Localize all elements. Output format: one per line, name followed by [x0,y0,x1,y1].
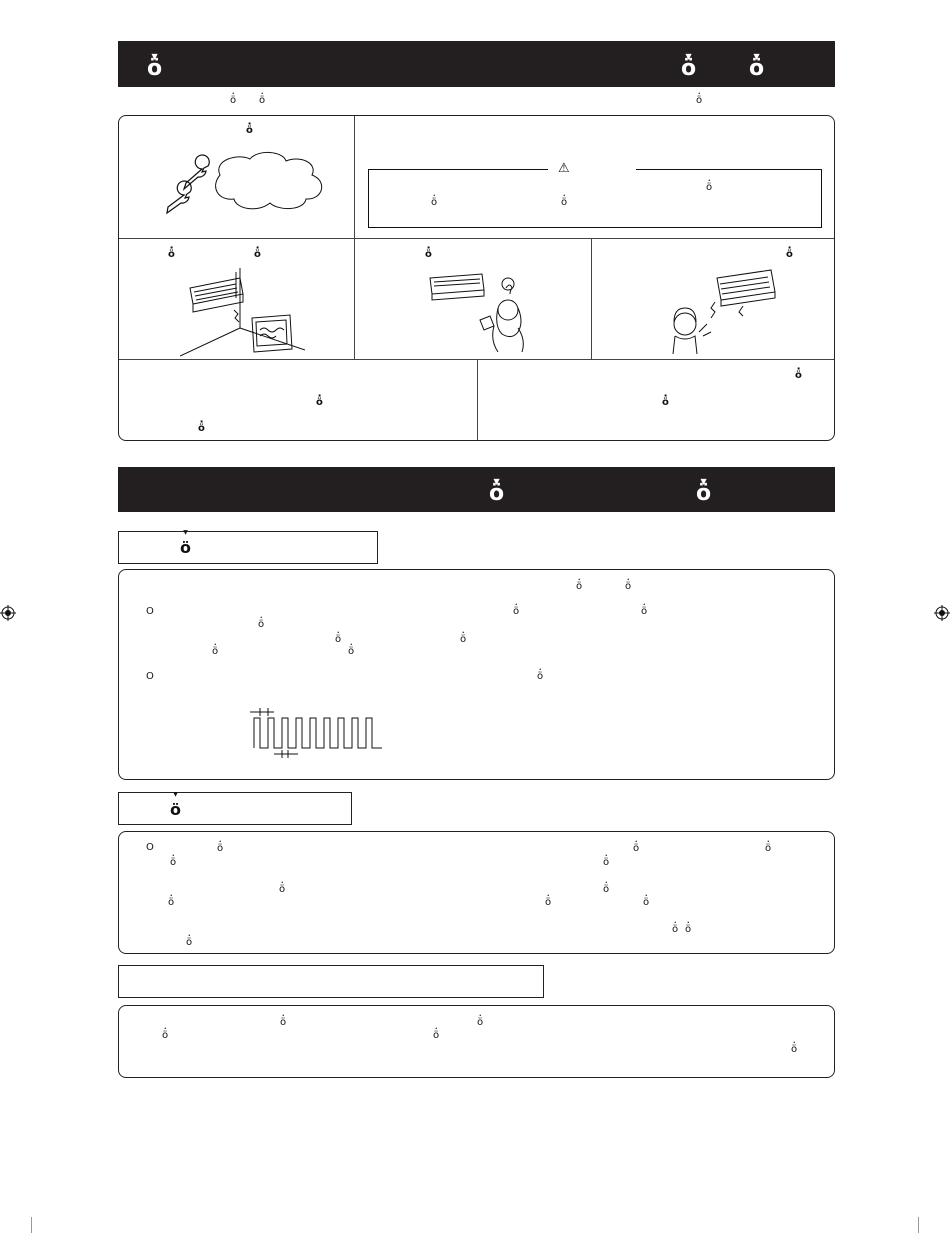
text-mark: · ö [672,925,678,935]
text-mark: · ö [348,647,354,657]
cell-mark: · ö [168,250,175,260]
text-mark: · ö [643,898,649,908]
registration-mark-right [934,605,950,621]
header-mark-right-2: ▼ ö [749,58,764,80]
sub2-tab [118,792,352,825]
aircon-child-illustration [665,262,780,357]
text-mark: · ö [280,1018,286,1028]
panel1-divider [477,360,478,440]
text-mark: · ö [765,844,771,854]
intro-mark: · ö [230,96,236,106]
warning-mark: · ö [561,198,567,208]
aircon-remote-woman-illustration [428,270,528,352]
header-mark-left: ▼ ö [147,58,162,80]
sub1-tab [118,531,378,564]
warning-mark: · ö [431,198,437,208]
panel1-divider [119,238,834,239]
panel1-divider [591,239,592,359]
text-mark: · ö [685,925,691,935]
text-mark: · ö [537,672,543,682]
text-mark: · ö [212,647,218,657]
sub3-panel [118,1005,835,1078]
text-mark: · ö [217,844,223,854]
text-mark: · ö [460,635,466,645]
cell-mark: · ö [254,250,261,260]
text-mark: · ö [168,898,174,908]
text-mark: · ö [603,885,609,895]
bullet: O [146,842,154,853]
text-mark: · ö [170,858,176,868]
header-mark: ▼ ö [696,483,711,505]
intro-mark: · ö [696,96,702,106]
tab-mark: ▼ ö [170,800,181,819]
tab-mark: ▼ ö [180,538,191,557]
text-mark: · ö [791,1045,797,1055]
bullet: O [146,606,154,617]
section2-header-bar [118,467,835,512]
sub2-panel [118,831,835,954]
registration-mark-left [0,605,16,621]
text-mark: · ö [641,607,647,617]
text-mark: · ö [279,885,285,895]
warning-mark: · ö [706,183,712,193]
sub3-tab [118,965,544,998]
cell-mark: · ö [662,398,669,408]
cell-mark: · ö [316,398,323,408]
text-mark: · ö [545,898,551,908]
wrench-cloud-illustration [158,145,338,220]
bullet: O [146,671,154,682]
text-mark: · ö [162,1031,168,1041]
header-mark-right-1: ▼ ö [681,58,696,80]
crop-mark [31,1217,32,1233]
header-mark: ▼ ö [489,483,504,505]
intro-mark: · ö [259,96,265,106]
warning-icon: ⚠ [558,161,570,176]
text-mark: · ö [603,858,609,868]
text-mark: · ö [477,1018,483,1028]
text-mark: · ö [633,844,639,854]
cell-mark: · ö [246,126,253,136]
section1-header-bar [118,41,835,87]
crop-mark [918,1217,919,1233]
cell-mark: · ö [795,371,802,381]
cell-mark: · ö [786,250,793,260]
text-mark: · ö [513,607,519,617]
sub1-panel [118,569,835,780]
text-mark: · ö [258,620,264,630]
aircon-tv-illustration [180,268,305,358]
cell-mark: · ö [198,424,205,434]
text-mark: · ö [335,635,341,645]
pulse-waveform-diagram [244,706,386,760]
cell-mark: · ö [425,250,432,260]
text-mark: · ö [186,938,192,948]
text-mark: · ö [433,1031,439,1041]
text-mark: · ö [576,582,582,592]
text-mark: · ö [625,582,631,592]
